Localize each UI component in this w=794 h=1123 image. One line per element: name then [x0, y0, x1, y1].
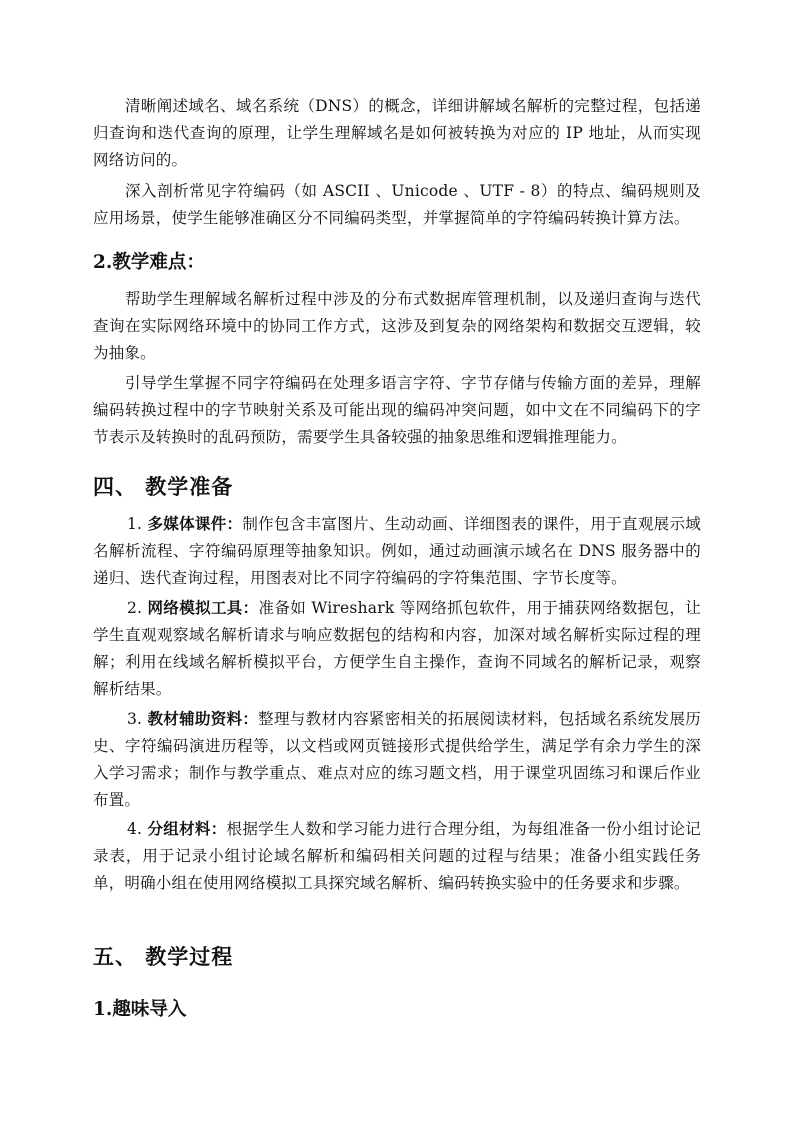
item-lead: 教材辅助资料：	[147, 709, 259, 728]
item-number: 3.	[127, 710, 148, 728]
difficulty-paragraph-1: 帮助学生理解域名解析过程中涉及的分布式数据库管理机制，以及递归查询与迭代查询在实际网络环境中的协同工作方式，这涉及到复杂的网络架构和数据交互逻辑，较为抽象。	[93, 290, 701, 362]
preparation-item-4	[93, 815, 701, 897]
item-text: 整理与教材内容紧密相关的拓展阅读材料，包括域名系统发展历史、字符编码演进历程等，以文档或网页链接形式提供给学生，满足学有余力学生的深入学习需求；制作与教学重点、难点对应的练习题文档，用于课堂巩固练习和课后作业布置。	[93, 710, 701, 809]
preparation-item-2	[93, 594, 701, 703]
process-subheading-1: 1.趣味导入	[93, 999, 187, 1020]
item-lead: 多媒体课件：	[147, 514, 243, 533]
difficulties-heading: 2.教学难点：	[93, 252, 205, 273]
item-lead: 网络模拟工具：	[147, 598, 259, 617]
preparation-heading: 四、 教学准备	[93, 474, 234, 499]
item-number: 2.	[127, 599, 148, 617]
item-number: 1.	[127, 515, 148, 533]
item-lead: 分组材料：	[147, 819, 227, 838]
item-text: 根据学生人数和学习能力进行合理分组，为每组准备一份小组讨论记录表，用于记录小组讨论域名解析和编码相关问题的过程与结果；准备小组实践任务单，明确小组在使用网络模拟工具探究域名解析、编码转换实验中的任务要求和步骤。	[93, 820, 701, 892]
key-point-paragraph-2: 深入剖析常见字符编码（如 ASCII 、Unicode 、UTF - 8）的特点、编码规则及应用场景，使学生能够准确区分不同编码类型，并掌握简单的字符编码转换计算方法。	[93, 182, 701, 227]
item-number: 4.	[127, 820, 148, 838]
key-point-paragraph-1: 清晰阐述域名、域名系统（DNS）的概念，详细讲解域名解析的完整过程，包括递归查询和迭代查询的原理，让学生理解域名是如何被转换为对应的 IP 地址，从而实现网络访问的。	[93, 97, 701, 169]
process-heading: 五、 教学过程	[93, 944, 234, 969]
difficulty-paragraph-2: 引导学生掌握不同字符编码在处理多语言字符、字节存储与传输方面的差异，理解编码转换过程中的字节映射关系及可能出现的编码冲突问题，如中文在不同编码下的字节表示及转换时的乱码预防，需要学生具备较强的抽象思维和逻辑推理能力。	[93, 374, 701, 446]
item-text: 制作包含丰富图片、生动动画、详细图表的课件，用于直观展示域名解析流程、字符编码原理等抽象知识。例如，通过动画演示域名在 DNS 服务器中的递归、迭代查询过程，用图表对比不同字符编码的字符集范围、字节长度等。	[93, 515, 701, 587]
item-text: 准备如 Wireshark 等网络抓包软件，用于捕获网络数据包，让学生直观观察域名解析请求与响应数据包的结构和内容，加深对域名解析实际过程的理解；利用在线域名解析模拟平台，方便学生自主操作，查询不同域名的解析记录，观察解析结果。	[93, 599, 701, 698]
preparation-item-1	[93, 510, 701, 592]
preparation-item-3	[93, 705, 701, 814]
